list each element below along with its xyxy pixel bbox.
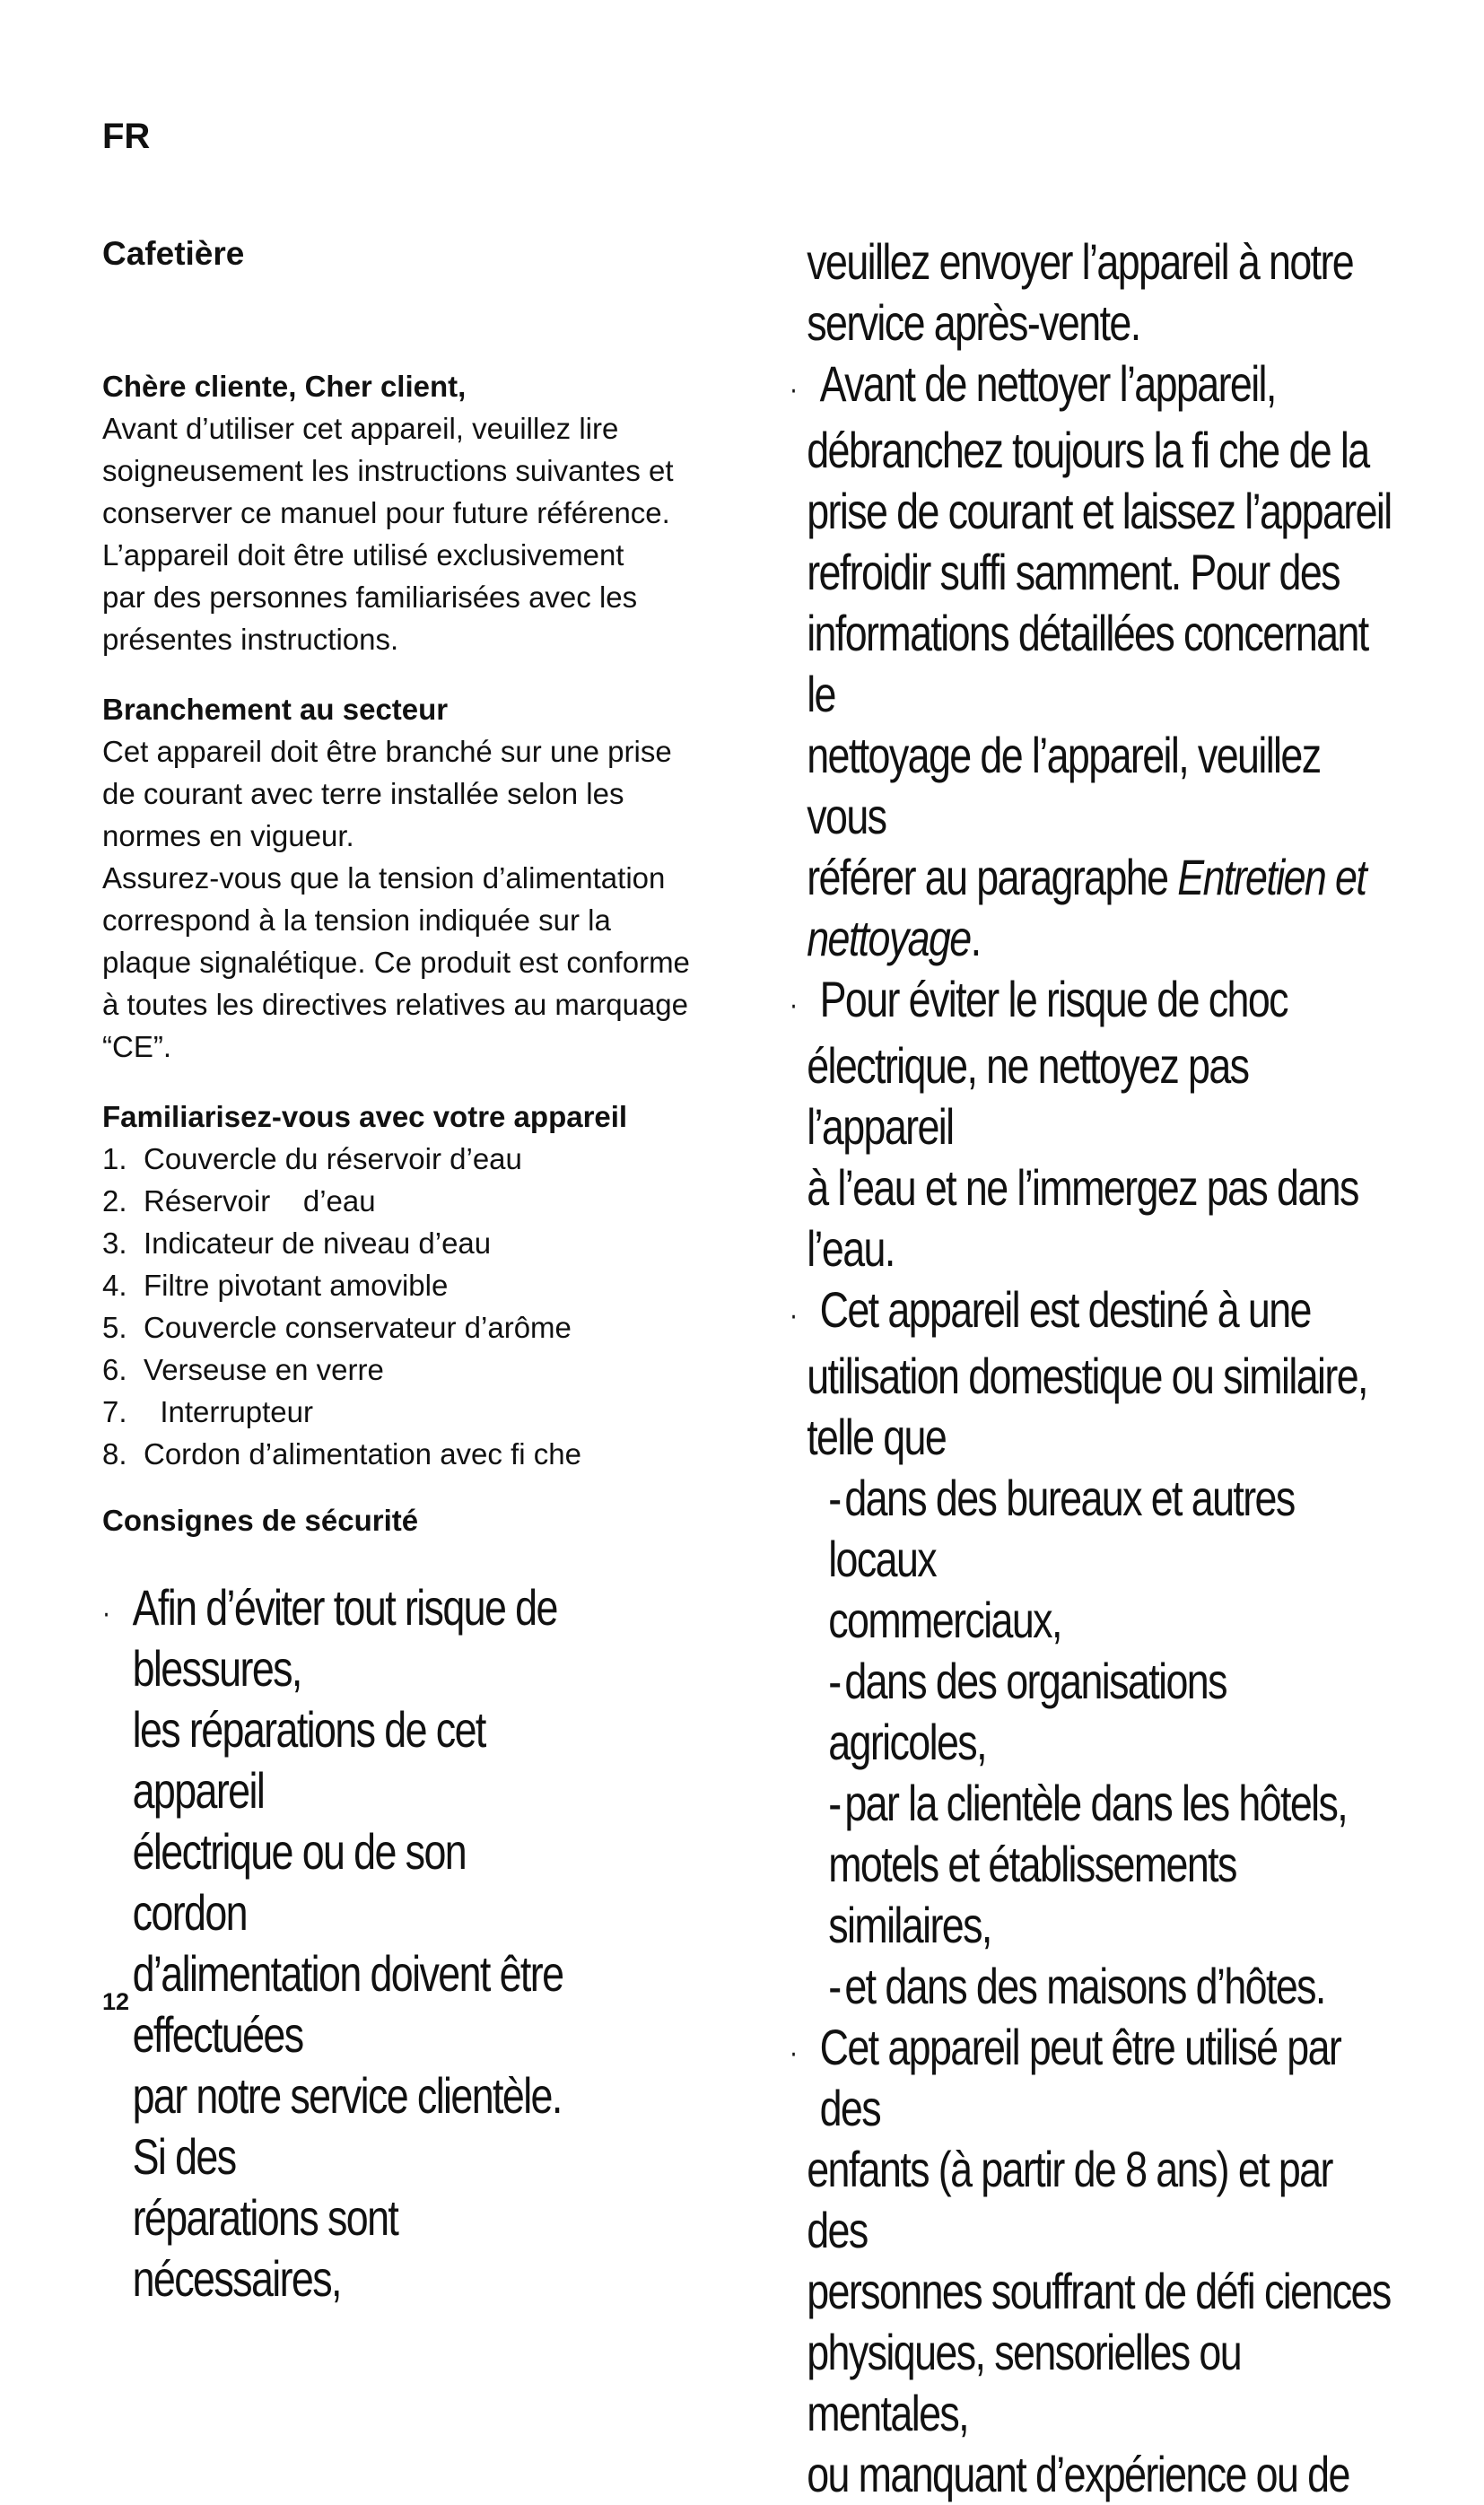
bullet-icon: ·	[790, 988, 797, 1022]
sub-item-text: et dans des maisons d’hôtes.	[844, 1958, 1325, 2014]
text-line: débranchez toujours la fi che de la	[807, 422, 1369, 478]
text-line: personnes souffrant de défi ciences	[807, 2263, 1391, 2319]
item-number: 6.	[102, 1353, 127, 1386]
safety-text	[102, 1577, 576, 2309]
text-line: électrique ou de son cordon	[132, 1823, 467, 1941]
bullet-icon: ·	[790, 2036, 797, 2070]
mains-text	[102, 730, 730, 1068]
bullet-icon: ·	[102, 1596, 109, 1630]
text-line: par des personnes familiarisées avec les	[102, 580, 638, 614]
text-line: Pour éviter le risque de choc	[819, 971, 1288, 1027]
item-label: Verseuse en verre	[144, 1353, 384, 1386]
text-line: électrique, ne nettoyez pas l’appareil	[807, 1037, 1249, 1155]
safety-left-block	[102, 1577, 694, 2309]
ref-italic: nettoyage	[807, 910, 971, 966]
list-item	[102, 1180, 730, 1222]
text-line: utilisation domestique ou similaire,	[807, 1348, 1367, 1404]
cleaning-text	[807, 420, 1392, 969]
item-number: 5.	[102, 1311, 127, 1344]
sub-item-cont: commerciaux,	[828, 1592, 1061, 1648]
text-line: normes en vigueur.	[102, 819, 354, 852]
ref-italic: Entretien et	[1177, 849, 1366, 905]
bullet-children	[790, 2017, 1392, 2139]
text-line: service après-vente.	[807, 294, 1140, 351]
text-line: réparations sont nécessaires,	[132, 2189, 398, 2307]
parts-list	[102, 1138, 730, 1475]
item-number: 8.	[102, 1437, 127, 1471]
item-label: Cordon d’alimentation avec fi che	[144, 1437, 581, 1471]
text-line: par notre service clientèle. Si des	[132, 2067, 562, 2185]
item-label: Réservoir d’eau	[144, 1184, 376, 1218]
text-line: présentes instructions.	[102, 623, 399, 656]
list-item	[102, 1306, 730, 1349]
list-item	[102, 1349, 730, 1391]
text-line: informations détaillées concernant le	[807, 605, 1368, 722]
page-number: 12	[102, 1988, 130, 2015]
item-number: 4.	[102, 1269, 127, 1302]
sub-item-text: dans des bureaux et autres locaux	[828, 1470, 1295, 1587]
ref-prefix: référer au paragraphe	[807, 849, 1178, 905]
page-title: Cafetière	[102, 235, 245, 272]
text-line: de courant avec terre installée selon les	[102, 777, 624, 810]
text-line: Cet appareil peut être utilisé par des	[819, 2019, 1341, 2136]
text-line: plaque signalétique. Ce produit est conforme	[102, 946, 690, 979]
shock-text	[807, 1035, 1392, 1279]
domestic-sublist	[828, 1468, 1392, 2017]
text-line: nettoyage de l’appareil, veuillez vous	[807, 727, 1321, 844]
sub-item: -et dans des maisons d’hôtes.	[828, 1958, 1325, 2014]
list-item	[102, 1138, 730, 1180]
language-code: FR	[102, 117, 151, 156]
bullet-repairs	[102, 1577, 576, 2309]
safety-text-right	[790, 231, 1392, 2505]
text-line: enfants (à partir de 8 ans) et par des	[807, 2141, 1332, 2258]
bullet-icon: ·	[790, 1298, 797, 1332]
sub-item: -dans des bureaux et autres locaux	[828, 1470, 1295, 1587]
bullet-shock	[790, 969, 1392, 1035]
item-label: Indicateur de niveau d’eau	[144, 1226, 492, 1260]
text-line: prise de courant et laissez l’appareil	[807, 483, 1392, 539]
text-line: “CE”.	[102, 1030, 171, 1063]
text-line: correspond à la tension indiquée sur la	[102, 903, 611, 937]
children-text	[807, 2139, 1392, 2505]
text-line	[807, 847, 1392, 908]
text-line: Avant d’utiliser cet appareil, veuillez lire	[102, 412, 619, 445]
sub-item-text: dans des organisations agricoles,	[828, 1653, 1226, 1770]
text-line: telle que	[807, 1409, 947, 1465]
text-line: L’appareil doit être utilisé exclusivement	[102, 538, 624, 572]
greeting-heading: Chère cliente, Cher client,	[102, 370, 467, 403]
item-label: Couvercle du réservoir d’eau	[144, 1142, 522, 1175]
text-line: veuillez envoyer l’appareil à notre	[807, 233, 1354, 290]
text-line: à toutes les directives relatives au marquage	[102, 988, 689, 1021]
text-line: ou manquant d’expérience ou de	[807, 2446, 1349, 2502]
sub-item: -par la clientèle dans les hôtels,	[828, 1775, 1348, 1831]
text-line: Avant de nettoyer l’appareil,	[819, 355, 1276, 412]
item-label: Interrupteur	[144, 1395, 313, 1428]
text-line: à l’eau et ne l’immergez pas dans	[807, 1159, 1358, 1216]
item-number: 3.	[102, 1226, 127, 1260]
text-line: conserver ce manuel pour future référence.	[102, 496, 670, 529]
text-line: Cet appareil est destiné à une	[819, 1281, 1311, 1338]
text-line: physiques, sensorielles ou mentales,	[807, 2324, 1242, 2441]
safety-heading: Consignes de sécurité	[102, 1504, 419, 1537]
list-item	[102, 1433, 730, 1475]
list-item	[102, 1391, 730, 1433]
item-label: Couvercle conservateur d’arôme	[144, 1311, 572, 1344]
text-line: refroidir suffi samment. Pour des	[807, 544, 1340, 600]
mains-heading: Branchement au secteur	[102, 693, 449, 726]
bullet-cleaning	[790, 353, 1392, 420]
text-line: les réparations de cet appareil	[132, 1701, 485, 1819]
item-number: 7.	[102, 1395, 127, 1428]
parts-heading: Familiarisez-vous avec votre appareil	[102, 1100, 628, 1133]
text-line: Afin d’éviter tout risque de blessures,	[132, 1579, 557, 1697]
item-number: 2.	[102, 1184, 127, 1218]
item-number: 1.	[102, 1142, 127, 1175]
item-label: Filtre pivotant amovible	[144, 1269, 449, 1302]
sub-item-text: par la clientèle dans les hôtels,	[844, 1775, 1348, 1831]
text-line	[807, 908, 1392, 969]
text-line: l’eau.	[807, 1220, 895, 1277]
bullet-icon: ·	[790, 372, 797, 406]
text-line: d’alimentation doivent être effectuées	[132, 1945, 563, 2063]
list-item	[102, 1222, 730, 1264]
ref-suffix: .	[970, 910, 981, 966]
domestic-text	[807, 1346, 1392, 1468]
text-line: soigneusement les instructions suivantes et	[102, 454, 674, 487]
right-column	[790, 231, 1484, 2505]
text-line: Cet appareil doit être branché sur une prise	[102, 735, 672, 768]
repairs-continuation	[807, 231, 1392, 353]
text-line: Assurez-vous que la tension d’alimentation	[102, 861, 666, 895]
greeting-text	[102, 407, 730, 660]
list-item	[102, 1264, 730, 1306]
left-column	[102, 231, 730, 1541]
bullet-domestic	[790, 1279, 1392, 1346]
sub-item: -dans des organisations agricoles,	[828, 1653, 1226, 1770]
sub-item-cont: motels et établissements similaires,	[828, 1836, 1236, 1953]
